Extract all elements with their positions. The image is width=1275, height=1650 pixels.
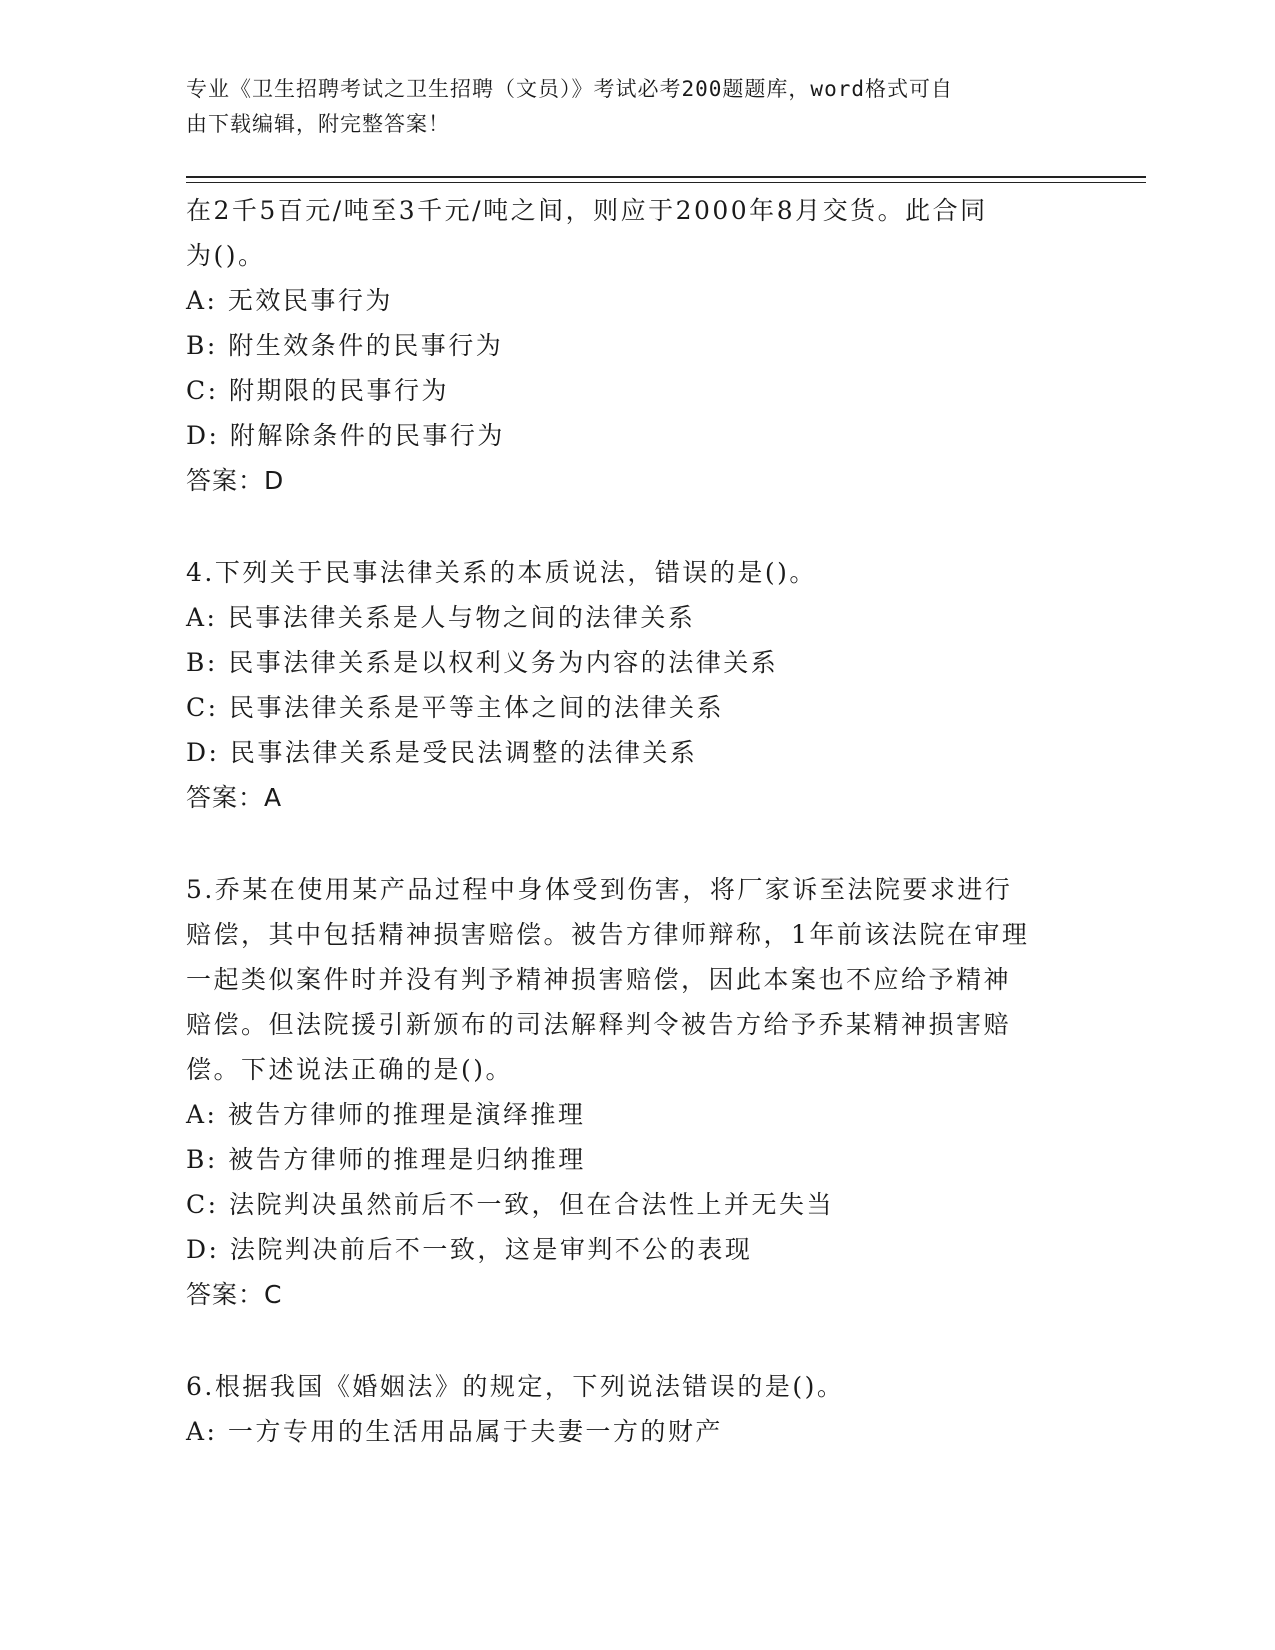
answer-line: 答案：A bbox=[186, 783, 283, 812]
question-stem-line: 偿。下述说法正确的是()。 bbox=[186, 1055, 514, 1084]
option-b: B: 被告方律师的推理是归纳推理 bbox=[186, 1145, 586, 1174]
header-line-2: 由下载编辑，附完整答案！ bbox=[186, 112, 450, 136]
question-stem-line: 为()。 bbox=[186, 241, 266, 270]
question-4 bbox=[186, 550, 1086, 820]
option-a: A: 无效民事行为 bbox=[186, 286, 393, 315]
document-page bbox=[186, 0, 1146, 1650]
option-b: B: 附生效条件的民事行为 bbox=[186, 331, 504, 360]
question-stem-line: 赔偿，其中包括精神损害赔偿。被告方律师辩称，1年前该法院在审理 bbox=[186, 920, 1030, 949]
spacer bbox=[186, 820, 1086, 867]
option-a: A: 一方专用的生活用品属于夫妻一方的财产 bbox=[186, 1417, 723, 1446]
question-stem-line: 5.乔某在使用某产品过程中身体受到伤害，将厂家诉至法院要求进行 bbox=[186, 875, 1013, 904]
option-d: D: 附解除条件的民事行为 bbox=[186, 421, 505, 450]
header-divider-thin bbox=[186, 182, 1146, 183]
answer-line: 答案：D bbox=[186, 466, 285, 495]
question-6 bbox=[186, 1364, 1086, 1454]
option-d: D: 民事法律关系是受民法调整的法律关系 bbox=[186, 738, 698, 767]
question-stem-line: 4.下列关于民事法律关系的本质说法，错误的是()。 bbox=[186, 558, 817, 587]
option-d: D: 法院判决前后不一致，这是审判不公的表现 bbox=[186, 1235, 753, 1264]
option-a: A: 被告方律师的推理是演绎推理 bbox=[186, 1100, 586, 1129]
option-a: A: 民事法律关系是人与物之间的法律关系 bbox=[186, 603, 696, 632]
header-line-1: 专业《卫生招聘考试之卫生招聘（文员）》考试必考200题题库，word格式可自 bbox=[186, 77, 953, 101]
option-c: C: 法院判决虽然前后不一致，但在合法性上并无失当 bbox=[186, 1190, 835, 1219]
question-5 bbox=[186, 867, 1086, 1317]
question-3 bbox=[186, 188, 1086, 503]
question-stem-line: 在2千5百元/吨至3千元/吨之间，则应于2000年8月交货。此合同 bbox=[186, 196, 988, 225]
option-c: C: 附期限的民事行为 bbox=[186, 376, 449, 405]
spacer bbox=[186, 1317, 1086, 1364]
option-b: B: 民事法律关系是以权利义务为内容的法律关系 bbox=[186, 648, 779, 677]
document-header bbox=[186, 72, 1066, 142]
question-list bbox=[186, 188, 1086, 1454]
question-stem-line: 一起类似案件时并没有判予精神损害赔偿，因此本案也不应给予精神 bbox=[186, 965, 1012, 994]
option-c: C: 民事法律关系是平等主体之间的法律关系 bbox=[186, 693, 724, 722]
header-divider-thick bbox=[186, 176, 1146, 178]
answer-line: 答案：C bbox=[186, 1280, 283, 1309]
spacer bbox=[186, 503, 1086, 550]
question-stem-line: 赔偿。但法院援引新颁布的司法解释判令被告方给予乔某精神损害赔 bbox=[186, 1010, 1012, 1039]
question-stem-line: 6.根据我国《婚姻法》的规定，下列说法错误的是()。 bbox=[186, 1372, 845, 1401]
